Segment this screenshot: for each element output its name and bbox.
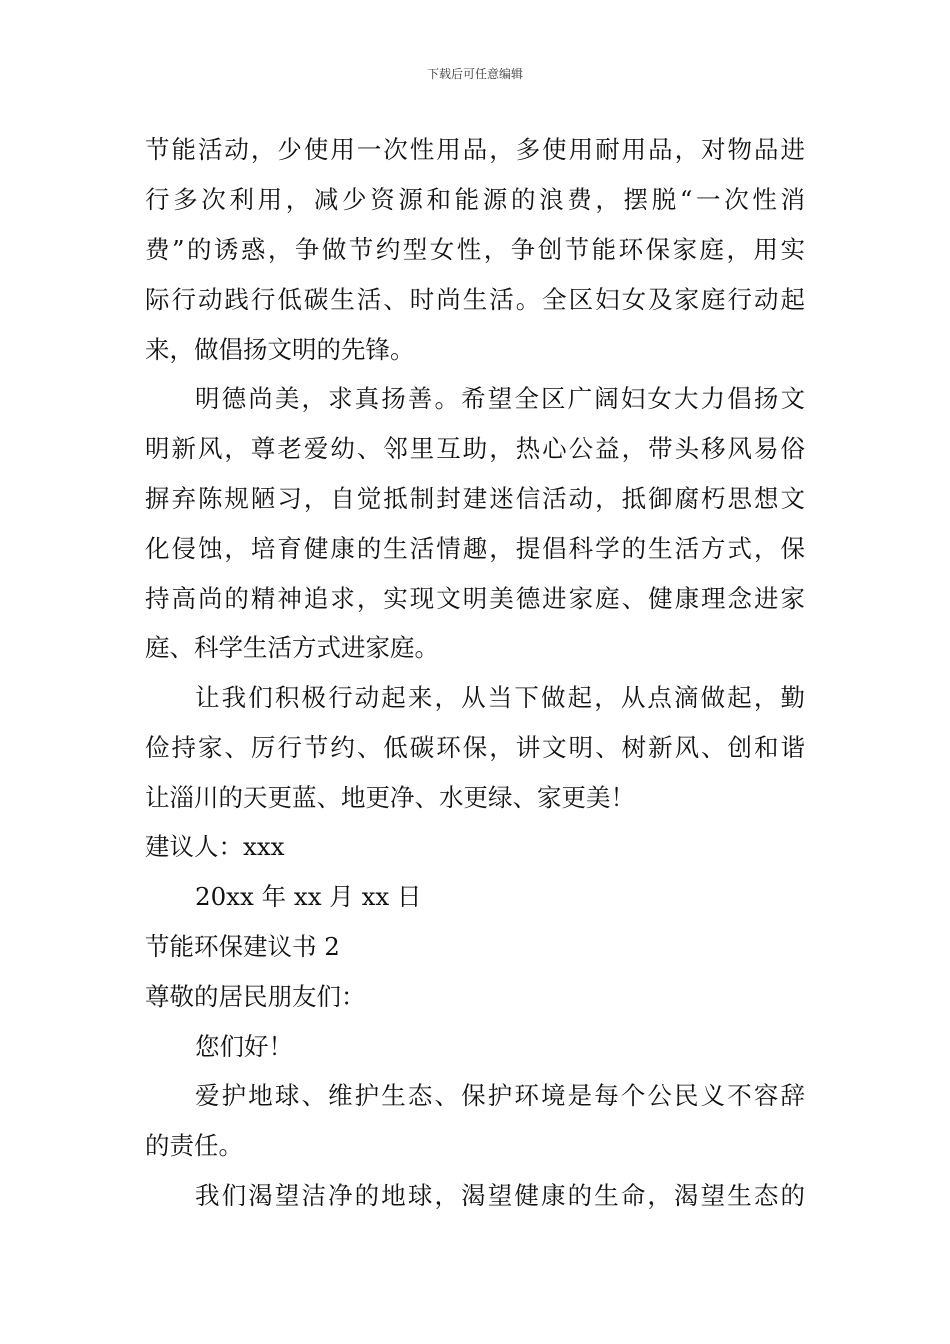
text-line: 庭、科学生活方式进家庭。 — [145, 633, 439, 662]
paragraph-start-line: 爱护地球、维护生态、保护环境是每个公民义不容辞 — [195, 1081, 805, 1110]
paragraph-start-line: 让我们积极行动起来，从当下做起，从点滴做起，勤 — [195, 683, 805, 712]
text-line: 摒弃陈规陋习，自觉抵制封建迷信活动，抵御腐朽思想文 — [145, 484, 805, 513]
text-line: 来，做倡扬文明的先锋。 — [145, 335, 415, 364]
greeting-line: 您们好！ — [195, 1032, 293, 1061]
text-line: 的责任。 — [145, 1131, 243, 1160]
text-line: 行多次利用，减少资源和能源的浪费，摆脱“一次性消 — [145, 185, 805, 214]
proposer-line: 建议人：xxx — [145, 832, 285, 861]
salutation-line: 尊敬的居民朋友们： — [145, 982, 366, 1011]
text-line: 费”的诱惑，争做节约型女性，争创节能环保家庭，用实 — [145, 235, 805, 264]
text-line: 俭持家、厉行节约、低碳环保，讲文明、树新风、创和谐 — [145, 733, 805, 762]
page-header: 下载后可任意编辑 — [426, 67, 523, 81]
text-line: 际行动践行低碳生活、时尚生活。全区妇女及家庭行动起 — [145, 285, 805, 314]
text-line: 节能活动，少使用一次性用品，多使用耐用品，对物品进 — [145, 135, 805, 164]
text-line: 持高尚的精神追求，实现文明美德进家庭、健康理念进家 — [145, 584, 805, 613]
section-title: 节能环保建议书 2 — [145, 932, 340, 961]
date-line: 20xx 年 xx 月 xx 日 — [195, 882, 422, 911]
paragraph-start-line: 我们渴望洁净的地球，渴望健康的生命，渴望生态的 — [195, 1181, 805, 1210]
text-line: 明新风，尊老爱幼、邻里互助，热心公益，带头移风易俗 — [145, 434, 805, 463]
paragraph-start-line: 明德尚美，求真扬善。希望全区广阔妇女大力倡扬文 — [195, 384, 805, 413]
text-line: 让淄川的天更蓝、地更净、水更绿、家更美！ — [145, 783, 635, 812]
text-line: 化侵蚀，培育健康的生活情趣，提倡科学的生活方式，保 — [145, 534, 805, 563]
